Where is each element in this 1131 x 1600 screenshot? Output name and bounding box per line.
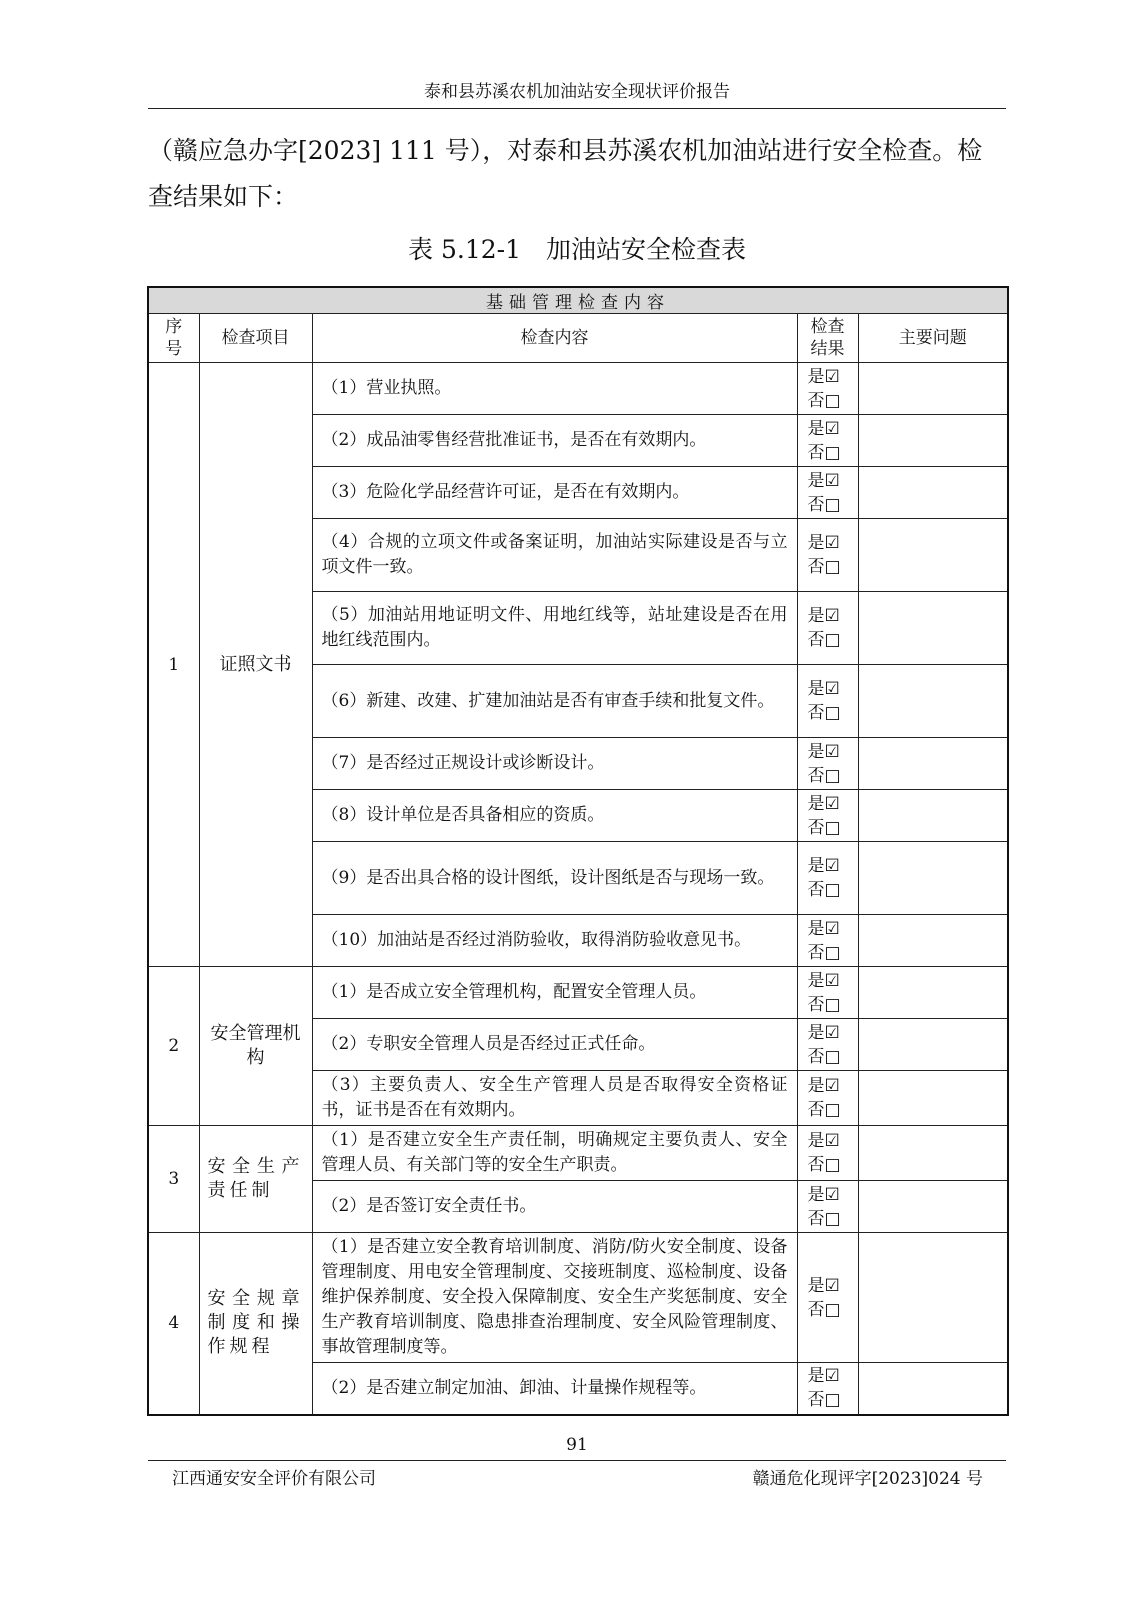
check-content: （1）营业执照。 bbox=[312, 363, 797, 415]
check-content: （3）主要负责人、安全生产管理人员是否取得安全资格证书，证书是否在有效期内。 bbox=[312, 1071, 797, 1126]
check-content: （2）成品油零售经营批准证书，是否在有效期内。 bbox=[312, 415, 797, 467]
main-issue bbox=[858, 665, 1008, 738]
check-result bbox=[797, 1233, 858, 1363]
check-result bbox=[797, 790, 858, 842]
result-no-unchecked: 否□ bbox=[807, 1208, 841, 1229]
result-yes-checked: 是☑ bbox=[807, 533, 840, 553]
check-item: 证照文书 bbox=[199, 363, 312, 967]
check-result bbox=[797, 1363, 858, 1415]
result-no-unchecked: 否□ bbox=[807, 880, 841, 900]
intro-paragraph: （赣应急办字[2023] 111 号），对泰和县苏溪农机加油站进行安全检查。检查结果如下： bbox=[148, 136, 983, 211]
table-row bbox=[148, 967, 1008, 1019]
main-issue bbox=[858, 1126, 1008, 1181]
page-number: 91 bbox=[566, 1435, 588, 1455]
main-issue bbox=[858, 1233, 1008, 1363]
safety-check-table bbox=[147, 286, 1009, 1416]
check-content: （3）危险化学品经营许可证，是否在有效期内。 bbox=[312, 467, 797, 519]
result-yes-checked: 是☑ bbox=[807, 418, 840, 439]
check-result bbox=[797, 738, 858, 790]
result-yes-checked: 是☑ bbox=[807, 366, 840, 387]
main-issue bbox=[858, 967, 1008, 1019]
result-yes-checked: 是☑ bbox=[807, 1131, 840, 1151]
main-issue bbox=[858, 415, 1008, 467]
header-issue: 主要问题 bbox=[858, 314, 1008, 363]
main-issue bbox=[858, 1071, 1008, 1126]
result-no-unchecked: 否□ bbox=[807, 1390, 841, 1411]
check-content: （8）设计单位是否具备相应的资质。 bbox=[312, 790, 797, 842]
result-yes-checked: 是☑ bbox=[807, 1076, 840, 1096]
table-row bbox=[148, 1233, 1008, 1363]
check-result bbox=[797, 1181, 858, 1233]
result-no-unchecked: 否□ bbox=[807, 630, 841, 650]
header-item: 检查项目 bbox=[199, 314, 312, 363]
result-no-unchecked: 否□ bbox=[807, 1100, 841, 1120]
check-result bbox=[797, 1126, 858, 1181]
table-row bbox=[148, 1126, 1008, 1181]
header-index: 序号 bbox=[148, 314, 199, 363]
result-yes-checked: 是☑ bbox=[807, 1366, 840, 1387]
main-issue bbox=[858, 592, 1008, 665]
row-index: 4 bbox=[148, 1233, 199, 1415]
check-result bbox=[797, 915, 858, 967]
check-content: （7）是否经过正规设计或诊断设计。 bbox=[312, 738, 797, 790]
check-result bbox=[797, 842, 858, 915]
table-row bbox=[148, 363, 1008, 415]
result-no-unchecked: 否□ bbox=[807, 817, 841, 838]
result-no-unchecked: 否□ bbox=[807, 1299, 841, 1320]
result-no-unchecked: 否□ bbox=[807, 703, 841, 723]
check-result bbox=[797, 519, 858, 592]
check-result bbox=[797, 665, 858, 738]
main-issue bbox=[858, 842, 1008, 915]
row-index: 3 bbox=[148, 1126, 199, 1233]
main-issue bbox=[858, 738, 1008, 790]
header-result: 检查结果 bbox=[797, 314, 858, 363]
main-issue bbox=[858, 790, 1008, 842]
check-content: （5）加油站用地证明文件、用地红线等，站址建设是否在用地红线范围内。 bbox=[312, 592, 797, 665]
check-result bbox=[797, 1019, 858, 1071]
check-result bbox=[797, 1071, 858, 1126]
table-banner: 基础管理检查内容 bbox=[148, 287, 1008, 314]
check-content: （2）是否签订安全责任书。 bbox=[312, 1181, 797, 1233]
check-content: （1）是否建立安全教育培训制度、消防/防火安全制度、设备管理制度、用电安全管理制度、交接班制度、巡检制度、设备维护保养制度、安全投入保障制度、安全生产奖惩制度、安全生产教育培训制度、隐患排查治理制度、安全风险管理制度、事故管理制度等。 bbox=[312, 1233, 797, 1363]
result-yes-checked: 是☑ bbox=[807, 1022, 840, 1043]
check-result bbox=[797, 363, 858, 415]
check-item: 安全管理机构 bbox=[199, 967, 312, 1126]
check-item: 安全生产责任制 bbox=[199, 1126, 312, 1233]
result-yes-checked: 是☑ bbox=[807, 470, 840, 491]
result-yes-checked: 是☑ bbox=[807, 606, 840, 626]
check-result bbox=[797, 467, 858, 519]
header-content: 检查内容 bbox=[312, 314, 797, 363]
result-yes-checked: 是☑ bbox=[807, 1184, 840, 1205]
check-result bbox=[797, 415, 858, 467]
result-no-unchecked: 否□ bbox=[807, 942, 841, 963]
main-issue bbox=[858, 519, 1008, 592]
result-no-unchecked: 否□ bbox=[807, 1046, 841, 1067]
check-result bbox=[797, 967, 858, 1019]
result-no-unchecked: 否□ bbox=[807, 994, 841, 1015]
result-yes-checked: 是☑ bbox=[807, 793, 840, 814]
check-content: （10）加油站是否经过消防验收，取得消防验收意见书。 bbox=[312, 915, 797, 967]
check-content: （4）合规的立项文件或备案证明，加油站实际建设是否与立项文件一致。 bbox=[312, 519, 797, 592]
result-yes-checked: 是☑ bbox=[807, 856, 840, 876]
result-yes-checked: 是☑ bbox=[807, 1275, 840, 1296]
result-no-unchecked: 否□ bbox=[807, 1155, 841, 1175]
result-no-unchecked: 否□ bbox=[807, 442, 841, 463]
main-issue bbox=[858, 467, 1008, 519]
main-issue bbox=[858, 363, 1008, 415]
footer-report-number: 赣通危化现评字[2023]024 号 bbox=[752, 1469, 983, 1489]
result-yes-checked: 是☑ bbox=[807, 918, 840, 939]
footer-divider bbox=[148, 1460, 1006, 1461]
row-index: 1 bbox=[148, 363, 199, 967]
result-no-unchecked: 否□ bbox=[807, 765, 841, 786]
footer-company: 江西通安安全评价有限公司 bbox=[172, 1469, 376, 1489]
check-content: （9）是否出具合格的设计图纸，设计图纸是否与现场一致。 bbox=[312, 842, 797, 915]
check-content: （2）是否建立制定加油、卸油、计量操作规程等。 bbox=[312, 1363, 797, 1415]
check-content: （6）新建、改建、扩建加油站是否有审查手续和批复文件。 bbox=[312, 665, 797, 738]
result-no-unchecked: 否□ bbox=[807, 494, 841, 515]
check-content: （2）专职安全管理人员是否经过正式任命。 bbox=[312, 1019, 797, 1071]
result-no-unchecked: 否□ bbox=[807, 390, 841, 411]
check-result bbox=[797, 592, 858, 665]
row-index: 2 bbox=[148, 967, 199, 1126]
result-yes-checked: 是☑ bbox=[807, 679, 840, 699]
result-yes-checked: 是☑ bbox=[807, 970, 840, 991]
check-content: （1）是否建立安全生产责任制，明确规定主要负责人、安全管理人员、有关部门等的安全生产职责。 bbox=[312, 1126, 797, 1181]
check-item: 安全规章制度和操作规程 bbox=[199, 1233, 312, 1415]
result-yes-checked: 是☑ bbox=[807, 741, 840, 762]
table-caption: 表 5.12-1 加油站安全检查表 bbox=[408, 235, 746, 264]
result-no-unchecked: 否□ bbox=[807, 557, 841, 577]
page-header: 泰和县苏溪农机加油站安全现状评价报告 bbox=[148, 78, 1006, 109]
check-content: （1）是否成立安全管理机构，配置安全管理人员。 bbox=[312, 967, 797, 1019]
main-issue bbox=[858, 1019, 1008, 1071]
main-issue bbox=[858, 915, 1008, 967]
main-issue bbox=[858, 1181, 1008, 1233]
main-issue bbox=[858, 1363, 1008, 1415]
